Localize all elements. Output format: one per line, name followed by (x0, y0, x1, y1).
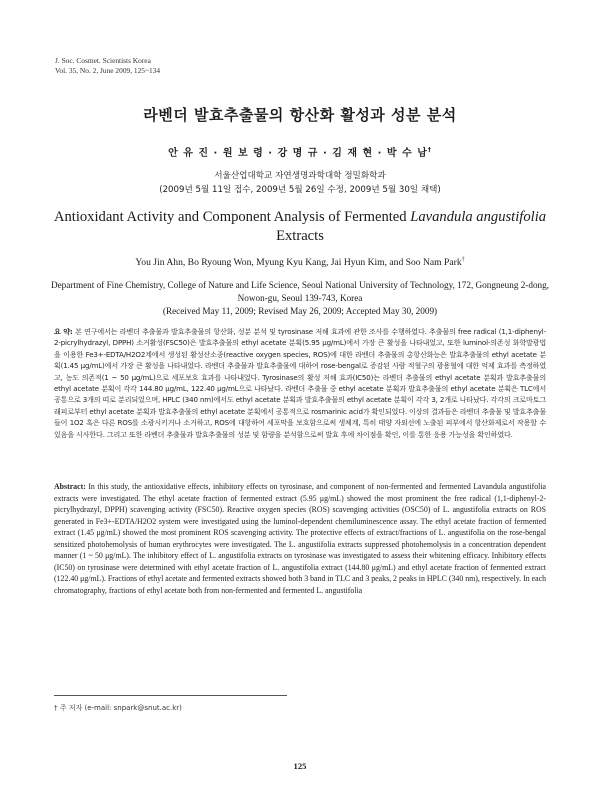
korean-affiliation: 서울산업대학교 자연생명과학대학 정밀화학과 (214, 171, 386, 181)
english-title (40, 208, 560, 246)
english-abstract-text: In this study, the antioxidative effects, inhibitory effects on tyrosinase, and component of non-fermented and fermented Lavandula angustifolia extracts were investigated. The ethyl acetate fraction of fermented extract (5.95 μg/mL) showed the most prominent the free radical (1,1-diphenyl-2-picrylhydrazyl, DPPH) scavenging activity (FSC50). Reactive oxygen species (ROS) scavenging activities (OSC50) of L. angustifolia extracts on ROS generated in Fe3+-EDTA/H2O2 system were investigated using the luminol-dependent chemiluminescence assay. The ethyl acetate fraction of fermented extract (1.45 μg/mL) showed the most prominent ROS scavenging activity. The protective effects of extract/fractions of L. angustifolia on the rose-bengal sensitized photohemolysis of human erythrocytes were investigated. The L. angustifolia extracts suppressed photohemolysis in a concentration dependent manner (1 ~ 50 μg/mL). The inhibitory effect of L. angustifolia extracts on tyrosinase was investigated to assess their whitening efficacy. Inhibitory effects (IC50) on tyrosinase were determined with ethyl acetate fraction of L. angustifolia extract (144.80 μg/mL) and ethyl acetate fraction of fermented extract (122.40 μg/mL). Fractions of ethyl acetate and fermented extracts showed both 3 band in TLC and 3 peaks, 2 peaks in HPLC (340 nm), respectively. In each chromatography, fractions of ethyl acetate both from non-fermented and fermented L. angustifolia (54, 482, 546, 595)
english-affiliation: Department of Fine Chemistry, College of Nature and Life Science, Seoul National University of Technology, 172, Gongneung 2-dong, Nowon-gu, Seoul 139-743, Korea (50, 280, 550, 303)
korean-abstract-text: 본 연구에서는 라벤더 추출물과 발효추출물의 항산화, 성분 분석 및 tyrosinase 저해 효과에 관한 조사를 수행하였다. 추출물의 free radical (1,1-diphenyl-2-picrylhydrazyl, DPPH) 소거활성(FSC50)은 발효추출물의 ethyl acetate 분획(5.95 μg/mL)에서 가장 큰 활성을 나타내었고, 또한 luminol-의존성 화학발광법을 이용한 Fe3+-EDTA/H2O2계에서 생성된 활성산소종(reactive oxygen species, ROS)에 대한 라벤더 추출물의 총항산화능은 발효추출물의 ethyl acetate 분획(1.45 μg/mL)에서 가장 큰 활성을 나타내었다. 라벤더 추출물과 발효추출물에 대하여 rose-bengal로 증감된 사람 적혈구의 광용혈에 대한 억제 효과를 측정하였고, 농도 의존적(1 ~ 50 μg/mL)으로 세포보호 효과를 나타내었다. Tyrosinase의 활성 저해 효과(IC50)는 라벤더 추출물의 ethyl acetate 분획과 발효추출물의 ethyl acetate 분획이 각각 144.80 μg/mL, 122.40 μg/mL으로 나타났다. 라벤더 추출물 중 ethyl acetate 분획과 발효추출물의 ethyl acetate 분획은 TLC에서 공통으로 3개의 띠로 분리되었으며, HPLC (340 nm)에서도 ethyl acetate 분획과 발효추출물의 ethyl acetate 분획이 각각 3, 2개로 나타났다. 각각의 크로마토그래피로부터 ethyl acetate 분획과 발효추출물의 ethyl acetate 분획에서 공통적으로 rosmarinic acid가 확인되었다. 이상의 결과들은 라벤더 추출물 및 발효추출물들이 1O2 혹은 다른 ROS를 소광시키거나 소거하고, ROS에 대항하여 세포막을 보호함으로써 생체계, 특히 태양 자외선에 노출된 피부에서 항산화제로서 작용할 수 있음을 시사한다. 그리고 또한 라벤더 추출물과 발효추출물의 성분 및 함량을 분석함으로써 발효 후에 차이점을 확인, 이를 통한 응용 가능성을 확인하였다. (54, 327, 546, 439)
korean-abstract-label: 요 약: (54, 327, 76, 336)
english-title-species: Lavandula angustifolia (410, 209, 547, 225)
english-authors (0, 257, 600, 268)
english-affiliation-block (40, 279, 560, 318)
korean-corresponding-mark: † (427, 146, 432, 154)
english-abstract (54, 481, 546, 596)
english-title-end: Extracts (276, 228, 324, 244)
page-number: 125 (293, 761, 307, 771)
footnote-divider (54, 695, 287, 696)
journal-header (55, 56, 160, 76)
footnote-text: 주 저자 (e-mail: snpark@snut.ac.kr) (59, 704, 182, 712)
korean-abstract (54, 326, 546, 440)
korean-authors (0, 144, 600, 159)
english-title-main: Antioxidant Activity and Component Analysis of Fermented (53, 209, 411, 225)
english-corresponding-mark: † (461, 257, 465, 263)
korean-author-names: 안 유 진 · 원 보 령 · 강 명 규 · 김 재 현 · 박 수 남 (168, 148, 428, 159)
journal-volume: Vol. 35, No. 2, June 2009, 125~134 (55, 66, 161, 75)
korean-dates: (2009년 5월 11일 접수, 2009년 5월 26일 수정, 2009년 5월 30일 채택) (159, 185, 441, 195)
footnote-mark: † (54, 704, 58, 712)
english-dates: (Received May 11, 2009; Revised May 26, 2009; Accepted May 30, 2009) (162, 306, 438, 316)
english-author-names: You Jin Ahn, Bo Ryoung Won, Myung Kyu Kang, Jai Hyun Kim, and Soo Nam Park (135, 257, 462, 269)
english-abstract-label: Abstract: (54, 482, 89, 491)
korean-affiliation-block (0, 169, 600, 197)
journal-name: J. Soc. Cosmet. Scientists Korea (55, 56, 151, 65)
korean-title: 라벤더 발효추출물의 항산화 활성과 성분 분석 (143, 106, 457, 124)
footnote (54, 703, 182, 713)
